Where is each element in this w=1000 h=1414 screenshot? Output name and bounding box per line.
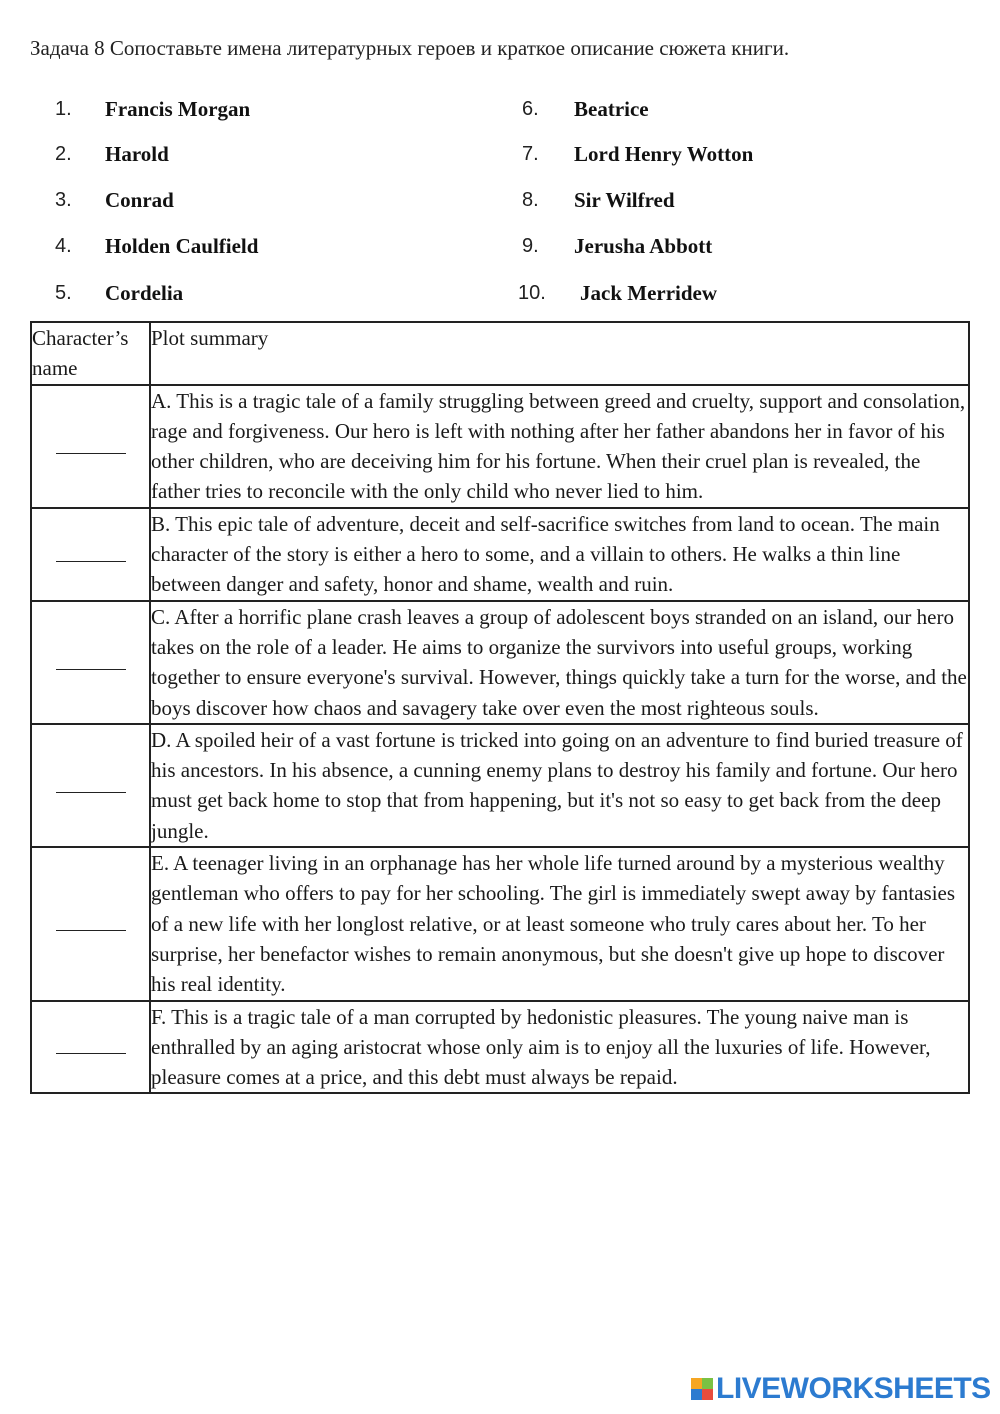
- character-name: Sir Wilfred: [574, 187, 675, 212]
- answer-input[interactable]: [56, 431, 126, 454]
- table-row: [31, 601, 969, 724]
- answer-blank-c[interactable]: [31, 601, 150, 724]
- character-number: 10.: [518, 281, 546, 304]
- character-item: [55, 185, 174, 215]
- character-item: [55, 94, 250, 124]
- character-item: [522, 94, 649, 124]
- logo-text: LIVEWORKSHEETS: [716, 1372, 991, 1405]
- character-number: 6.: [522, 97, 539, 120]
- character-name: Beatrice: [574, 96, 649, 121]
- header-character-name: Character’s name: [31, 322, 150, 385]
- answer-blank-a[interactable]: [31, 385, 150, 508]
- answer-input[interactable]: [56, 908, 126, 931]
- answer-blank-d[interactable]: [31, 724, 150, 847]
- answer-input[interactable]: [56, 1031, 126, 1054]
- table-row: [31, 847, 969, 1000]
- answer-input[interactable]: [56, 770, 126, 793]
- plot-summary: C. After a horrific plane crash leaves a group of adolescent boys stranded on an island, our hero takes on the role of a leader. He aims to organize the survivors into useful groups, working together to ensure everyone's survival. However, things quickly take a turn for the worse, and the boys discover how chaos and savagery take over even the most righteous souls.: [150, 601, 969, 724]
- character-item: [522, 185, 675, 215]
- table-header-row: [31, 322, 969, 385]
- table-row: [31, 508, 969, 601]
- character-item: [518, 278, 717, 308]
- matching-table: [30, 321, 970, 1094]
- character-number: 2.: [55, 142, 72, 165]
- character-name: Holden Caulfield: [105, 233, 259, 258]
- character-item: [522, 139, 753, 169]
- plot-summary: E. A teenager living in an orphanage has her whole life turned around by a mysterious wealthy gentleman who offers to pay for her schooling. The girl is immediately swept away by fantasies of a new life with her longlost relative, or at least someone who truly cares about her. To her surprise, her benefactor wishes to remain anonymous, but she doesn't give up hope to discover his real identity.: [150, 847, 969, 1000]
- character-item: [55, 139, 169, 169]
- answer-blank-f[interactable]: [31, 1001, 150, 1094]
- answer-blank-e[interactable]: [31, 847, 150, 1000]
- answer-blank-b[interactable]: [31, 508, 150, 601]
- character-number: 4.: [55, 234, 72, 257]
- character-number: 3.: [55, 188, 72, 211]
- character-name: Jack Merridew: [580, 280, 718, 305]
- character-item: [55, 231, 258, 261]
- plot-summary: D. A spoiled heir of a vast fortune is tricked into going on an adventure to find buried treasure of his ancestors. In his absence, a cunning enemy plans to destroy his family and fortune. Our hero must get back home to stop that from happening, but it's not so easy to get back from the deep jungle.: [150, 724, 969, 847]
- character-item: [522, 231, 712, 261]
- character-number: 9.: [522, 234, 539, 257]
- plot-summary: A. This is a tragic tale of a family struggling between greed and cruelty, support and consolation, rage and forgiveness. Our hero is left with nothing after her father abandons her in favor of his other children, who are deceiving him for his fortune. When their cruel plan is revealed, the father tries to reconcile with the only child who never lied to him.: [150, 385, 969, 508]
- character-number: 1.: [55, 97, 72, 120]
- plot-summary: F. This is a tragic tale of a man corrupted by hedonistic pleasures. The young naive man is enthralled by an aging aristocrat whose only aim is to enjoy all the luxuries of life. However, pleasure comes at a price, and this debt must always be repaid.: [150, 1001, 969, 1094]
- character-number: 8.: [522, 188, 539, 211]
- character-name: Conrad: [105, 187, 174, 212]
- character-item: [55, 278, 183, 308]
- table-row: [31, 385, 969, 508]
- answer-input[interactable]: [56, 539, 126, 562]
- liveworksheets-logo: [691, 1374, 991, 1404]
- character-name: Lord Henry Wotton: [574, 141, 754, 166]
- character-name: Harold: [105, 141, 169, 166]
- task-title: Задача 8 Сопоставьте имена литературных героев и краткое описание сюжета книги.: [30, 36, 790, 60]
- table-row: [31, 724, 969, 847]
- liveworksheets-logo-icon: [691, 1378, 713, 1400]
- character-name: Francis Morgan: [105, 96, 251, 121]
- plot-summary: B. This epic tale of adventure, deceit and self-sacrifice switches from land to ocean. The main character of the story is either a hero to some, and a villain to others. He walks a thin line between danger and safety, honor and shame, wealth and ruin.: [150, 508, 969, 601]
- character-number: 5.: [55, 281, 72, 304]
- table-row: [31, 1001, 969, 1094]
- header-plot-summary: Plot summary: [150, 322, 969, 385]
- character-number: 7.: [522, 142, 539, 165]
- answer-input[interactable]: [56, 647, 126, 670]
- character-name: Cordelia: [105, 280, 184, 305]
- character-name: Jerusha Abbott: [574, 233, 713, 258]
- character-list: [0, 92, 1000, 322]
